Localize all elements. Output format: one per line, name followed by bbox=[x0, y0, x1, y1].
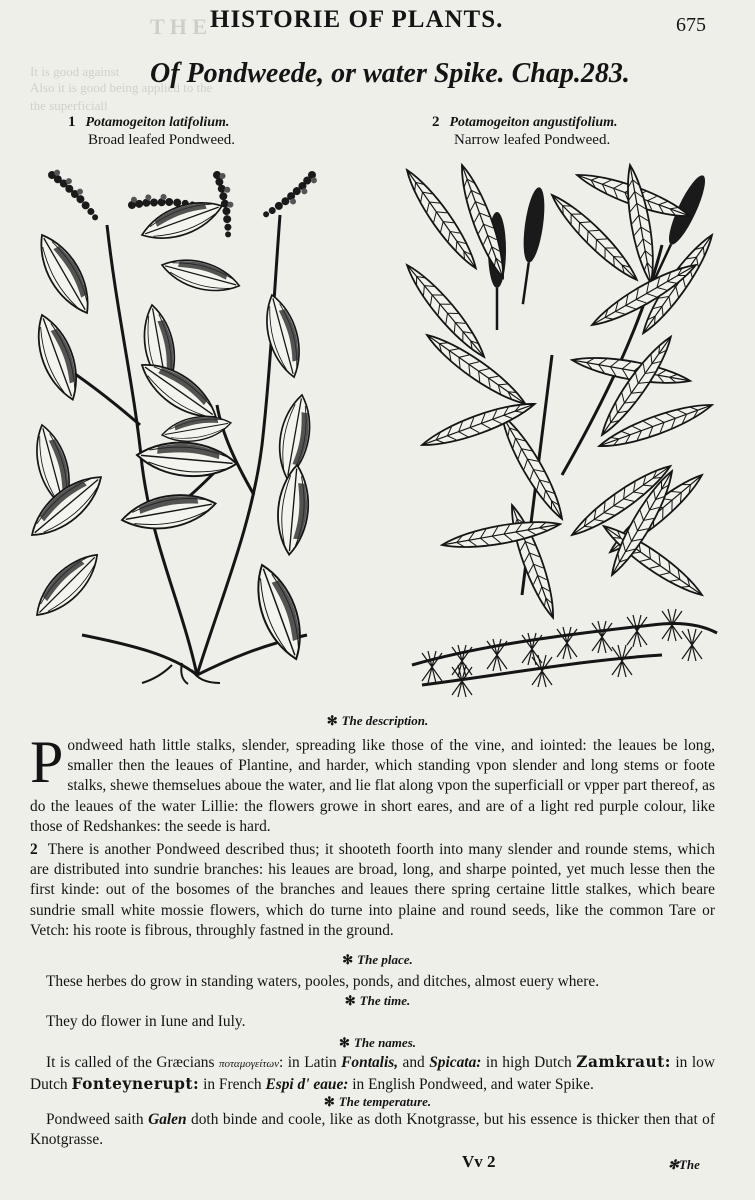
asterisk-ornament-icon: ✻ bbox=[323, 1094, 335, 1109]
description-text-2: There is another Pondweed described thus; it shooteth foorth into many slender and rounde stems, which are distributed into sundrie branches: his leaues are broad, long, and sharpe pointed, yet much lesse then the first kinde: out of the bosomes of the branches and leaues there spring certaine little stalkes, which beare sundrie small white mossie flowers, which do turne into plaine and round seeds, like the common Tare or Vetch: his roote is fibrous, throughly fastned in the ground. bbox=[30, 841, 715, 939]
figure-english-name: Narrow leafed Pondweed. bbox=[454, 132, 611, 148]
names-paragraph: It is called of the Græcians ποταμογείτων: in Latin Fontalis, and Spicata: in high Dutch Zamkraut: in low Dutch Fonteynerupt: in French Espi d' eaue: in English Pondweed, and water Spike. bbox=[30, 1053, 715, 1094]
section-heading-names: ✻ The names. bbox=[338, 1035, 417, 1050]
figure-caption-1 bbox=[68, 113, 235, 149]
bleed-through-title: T H E bbox=[150, 14, 208, 39]
narrow-leafed-pondweed-woodcut bbox=[402, 155, 720, 700]
description-text-1: ondweed hath little stalks, slender, spreading like those of the vine, and iointed: the leaues be long, smaller then the leaues of Plantine, and harder, which standing vpon slender and long stems or foote stalks, shewe themselues aboue the water, and lie flat along vpon the superficiall or vpper part thereof, as do the leaues of the water Lillie: the flowers growe in short eares, and are of a light red purple colour, like those of Redshankes: the seede is hard. bbox=[30, 737, 715, 835]
bleed-through-line: It is good against bbox=[30, 64, 120, 79]
asterisk-ornament-icon: ✻ bbox=[338, 1035, 350, 1050]
greek-name: ποταμογείτων bbox=[218, 1058, 280, 1070]
figure-latin-name: Potamogeiton angustifolium. bbox=[449, 115, 618, 130]
description-paragraph-2 bbox=[30, 840, 715, 941]
page-number: 675 bbox=[676, 14, 706, 36]
figure-number: 2 bbox=[432, 114, 440, 130]
section-heading-time: ✻ The time. bbox=[344, 993, 411, 1008]
section-heading-temperature: ✻ The temperature. bbox=[323, 1094, 432, 1109]
bleed-through-line: Also it is good being applied to the bbox=[30, 80, 213, 95]
section-heading-description: ✻ The description. bbox=[326, 713, 429, 728]
place-paragraph: These herbes do grow in standing waters, pooles, ponds, and ditches, almost euery where. bbox=[46, 973, 600, 990]
asterisk-ornament-icon: ✻ bbox=[668, 1157, 679, 1172]
bleed-through-line: the superficiall bbox=[30, 98, 108, 113]
signature-mark: Vv 2 bbox=[462, 1152, 496, 1171]
drop-cap: P bbox=[30, 729, 64, 795]
figure-latin-name: Potamogeiton latifolium. bbox=[85, 115, 230, 130]
running-head: HISTORIE OF PLANTS. bbox=[210, 6, 504, 33]
figure-number: 1 bbox=[68, 114, 76, 130]
asterisk-ornament-icon: ✻ bbox=[344, 993, 356, 1008]
asterisk-ornament-icon: ✻ bbox=[326, 713, 338, 728]
section-heading-place: ✻ The place. bbox=[342, 952, 413, 967]
figure-caption-2 bbox=[432, 113, 618, 149]
time-paragraph: They do flower in Iune and Iuly. bbox=[46, 1013, 246, 1030]
temperature-paragraph: Pondweed saith Galen doth binde and coole, like as doth Knotgrasse, but his essence is thicker then that of Knotgrasse. bbox=[30, 1111, 715, 1149]
chapter-title: Of Pondweede, or water Spike. Chap.283. bbox=[150, 58, 630, 89]
figure-english-name: Broad leafed Pondweed. bbox=[88, 132, 236, 148]
broad-leafed-pondweed-woodcut bbox=[22, 165, 332, 685]
asterisk-ornament-icon: ✻ bbox=[342, 952, 354, 967]
paragraph-number: 2 bbox=[30, 841, 38, 858]
description-paragraph-1 bbox=[30, 729, 715, 837]
catchword: ✻The bbox=[668, 1157, 700, 1172]
